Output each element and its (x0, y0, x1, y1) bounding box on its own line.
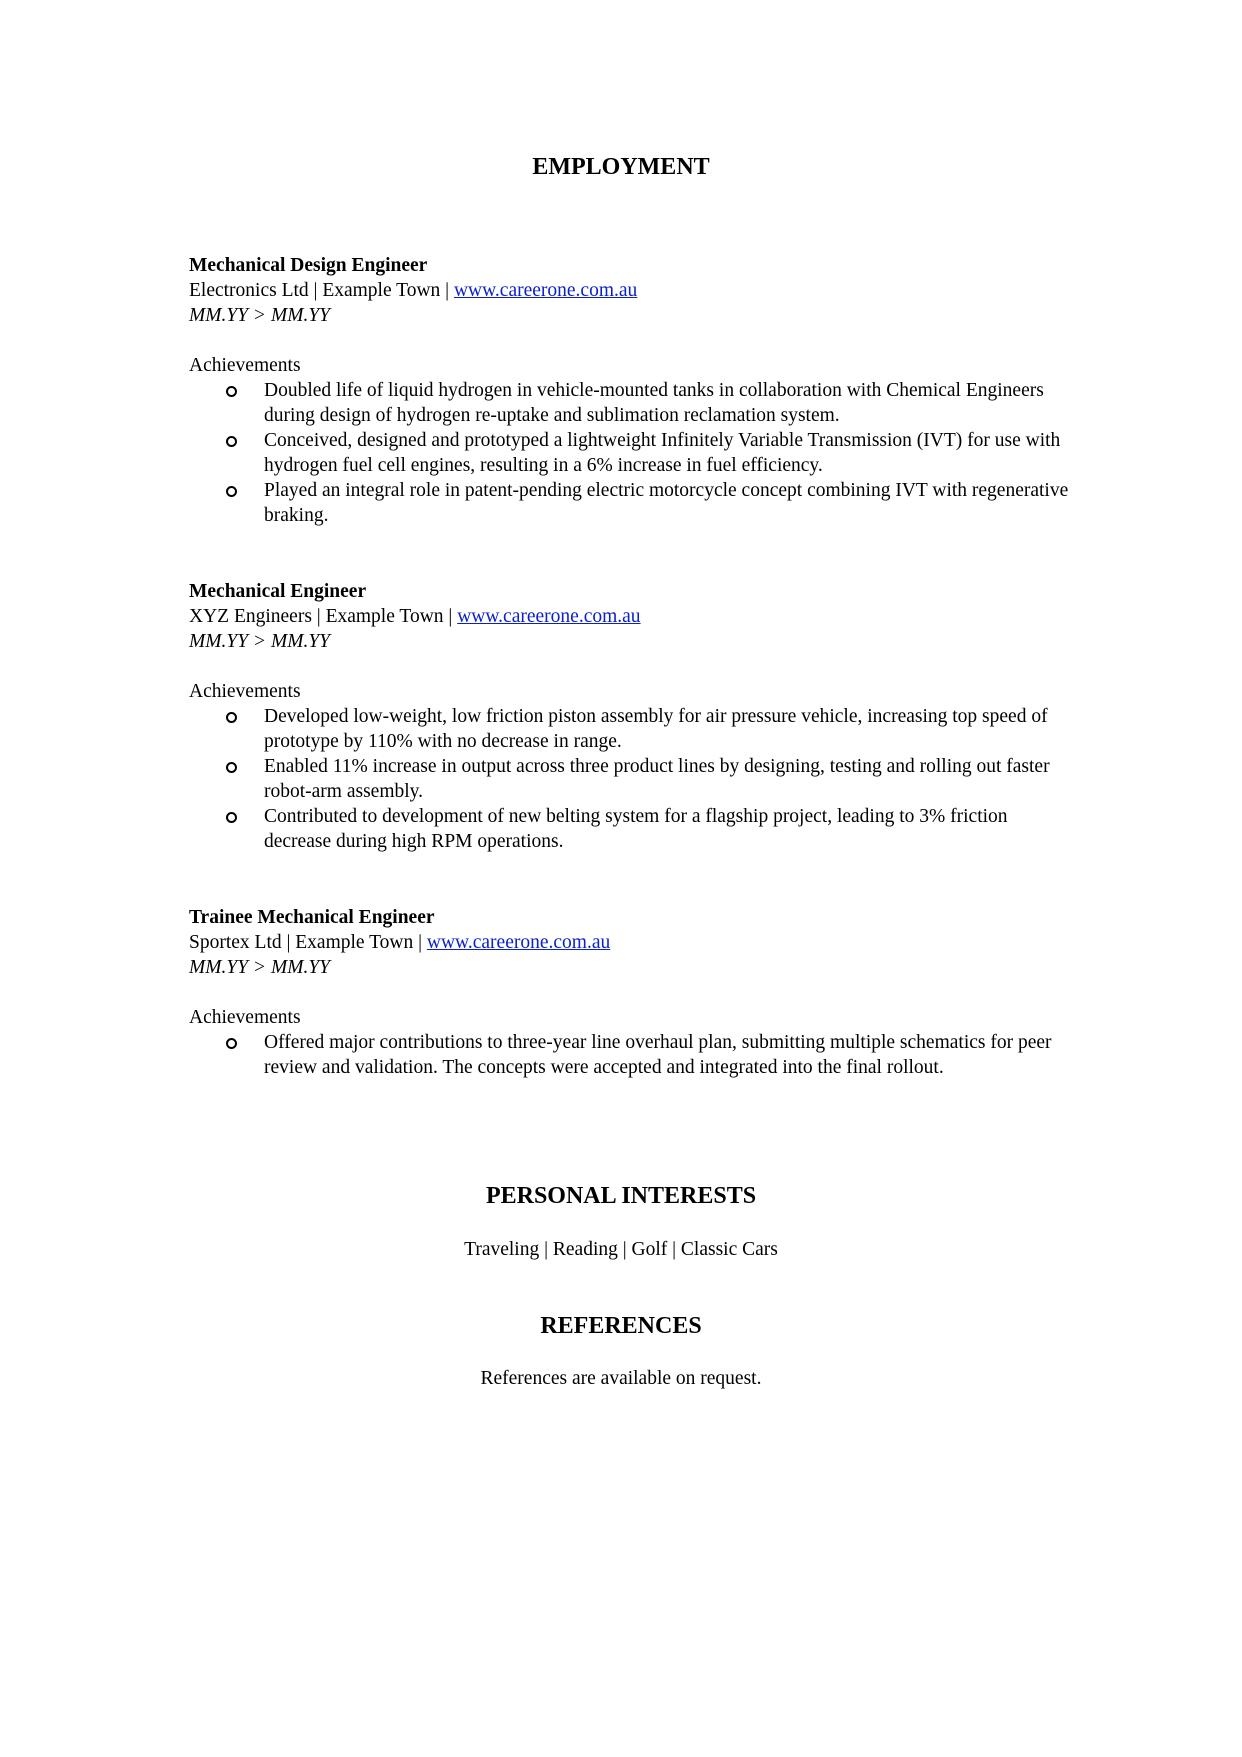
circle-bullet-icon (226, 486, 237, 497)
circle-bullet-icon (226, 386, 237, 397)
job-company-line (189, 278, 1069, 303)
achievement-text: Offered major contributions to three-year line overhaul plan, submitting multiple schematics for peer review and validation. The concepts were accepted and integrated into the final rollout. (264, 1032, 1052, 1078)
list-item (189, 1030, 1069, 1080)
employment-heading: EMPLOYMENT (532, 154, 710, 180)
references-heading: REFERENCES (540, 1313, 702, 1339)
job-title: Mechanical Engineer (189, 581, 367, 602)
job-dates: MM.YY > MM.YY (189, 631, 331, 652)
job-company: Sportex Ltd | Example Town | (189, 932, 427, 953)
personal-interests-heading: PERSONAL INTERESTS (485, 1183, 757, 1209)
achievement-text: Developed low-weight, low friction piston assembly for air pressure vehicle, increasing top speed of prototype by 110% with no decrease in range. (264, 706, 1048, 752)
job-entry-2 (189, 579, 1069, 854)
list-item (189, 428, 1069, 478)
personal-interests-text: Traveling | Reading | Golf | Classic Cars (464, 1239, 778, 1260)
circle-bullet-icon (226, 1038, 237, 1049)
job-company-line (189, 930, 1069, 955)
company-website-link[interactable]: www.careerone.com.au (457, 606, 641, 627)
list-item (189, 378, 1069, 428)
job-dates: MM.YY > MM.YY (189, 305, 331, 326)
achievements-list (189, 378, 1069, 528)
list-item (189, 754, 1069, 804)
company-website-link[interactable]: www.careerone.com.au (453, 280, 638, 301)
job-title: Mechanical Design Engineer (189, 255, 428, 276)
achievement-text: Played an integral role in patent-pending electric motorcycle concept combining IVT with regenerative braking. (264, 480, 1069, 526)
job-title: Trainee Mechanical Engineer (189, 907, 435, 928)
circle-bullet-icon (226, 436, 237, 447)
circle-bullet-icon (226, 712, 237, 723)
job-entry-3 (189, 905, 1069, 1080)
circle-bullet-icon (226, 762, 237, 773)
achievements-label: Achievements (189, 1007, 301, 1028)
achievements-list (189, 704, 1069, 854)
company-website-link[interactable]: www.careerone.com.au (426, 932, 611, 953)
job-company-line (189, 604, 1069, 629)
job-company: Electronics Ltd | Example Town | (189, 280, 454, 301)
achievements-list (189, 1030, 1069, 1080)
list-item (189, 478, 1069, 528)
achievement-text: Enabled 11% increase in output across three product lines by designing, testing and rolling out faster robot-arm assembly. (264, 756, 1050, 802)
references-text: References are available on request. (480, 1368, 762, 1389)
achievement-text: Contributed to development of new belting system for a flagship project, leading to 3% friction decrease during high RPM operations. (264, 806, 1008, 852)
achievements-label: Achievements (189, 355, 301, 376)
job-dates: MM.YY > MM.YY (189, 957, 331, 978)
job-company: XYZ Engineers | Example Town | (189, 606, 458, 627)
list-item (189, 704, 1069, 754)
achievements-label: Achievements (189, 681, 301, 702)
circle-bullet-icon (226, 812, 237, 823)
achievement-text: Doubled life of liquid hydrogen in vehicle-mounted tanks in collaboration with Chemical Engineers during design of hydrogen re-uptake and sublimation reclamation system. (264, 380, 1044, 426)
achievement-text: Conceived, designed and prototyped a lightweight Infinitely Variable Transmission (IVT) for use with hydrogen fuel cell engines, resulting in a 6% increase in fuel efficiency. (264, 430, 1061, 476)
list-item (189, 804, 1069, 854)
job-entry-1 (189, 253, 1069, 528)
